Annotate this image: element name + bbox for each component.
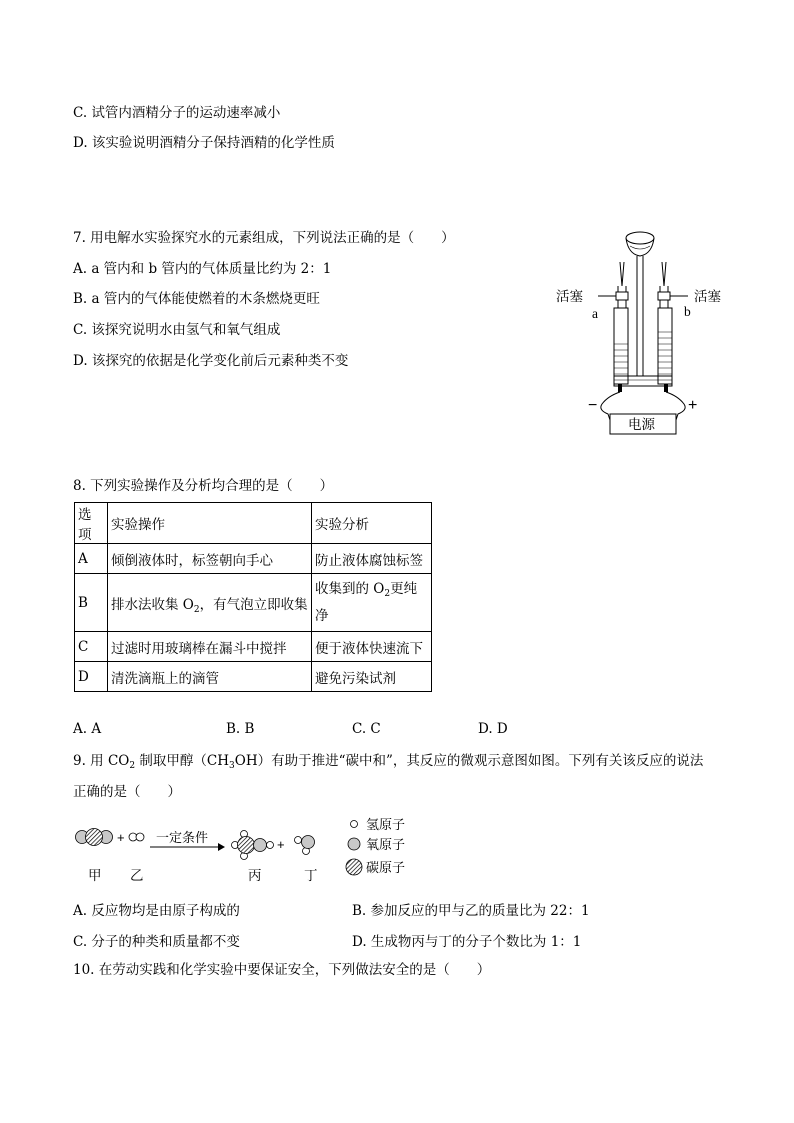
row-analysis: 避免污染试剂 (312, 662, 432, 692)
plus-sign: + (688, 397, 698, 414)
analysis-text-pre: 收集到的 O (315, 580, 385, 597)
row-analysis (312, 574, 432, 632)
q6-option-d: D. 该实验说明酒精分子保持酒精的化学性质 (73, 135, 335, 151)
analysis-text-line2: 净 (315, 607, 329, 624)
label-jia: 甲 (88, 868, 102, 883)
minus-sign: − (588, 397, 598, 414)
hydrogen-atom-icon (351, 821, 358, 828)
q8-choice-a: A. A (73, 721, 102, 737)
tube-a-label: a (592, 306, 598, 321)
q9-stem-line1 (73, 752, 703, 770)
q9-stem-pre: 9. 用 CO (73, 753, 130, 769)
op-text-pre: 排水法收集 O (111, 596, 194, 613)
op-subscript: 2 (193, 604, 200, 615)
row-analysis: 便于液体快速流下 (312, 632, 432, 662)
table-row (75, 632, 432, 662)
q9-stem-sub: 2 (129, 761, 136, 771)
row-operation: 过滤时用玻璃棒在漏斗中搅拌 (108, 632, 312, 662)
electrolysis-apparatus-figure (548, 224, 738, 440)
q8-choice-c: C. C (352, 721, 381, 737)
op-text-post: ，有气泡立即收集 (199, 596, 308, 613)
q8-choice-b: B. B (226, 721, 255, 737)
q7-option-a: A. a 管内和 b 管内的气体质量比约为 2：1 (73, 261, 332, 277)
row-option: D (75, 662, 108, 692)
co2-molecule (76, 829, 113, 846)
power-supply-label: 电源 (628, 417, 655, 432)
left-valve-label: 活塞 (556, 289, 583, 304)
reaction-diagram-figure (72, 812, 422, 890)
q6-option-c: C. 试管内酒精分子的运动速率减小 (73, 105, 281, 121)
table-row (75, 574, 432, 632)
table-header-row (75, 503, 432, 544)
table-row (75, 544, 432, 574)
ch3oh-molecule (232, 831, 274, 860)
q9-stem-post: OH）有助于推进“碳中和”，其反应的微观示意图如图。下列有关该反应的说法 (234, 753, 704, 769)
analysis-text-post: 更纯 (390, 580, 418, 597)
q7-option-c: C. 该探究说明水由氢气和氧气组成 (73, 322, 281, 338)
row-option: A (75, 544, 108, 574)
table-row (75, 662, 432, 692)
h2-molecule (129, 833, 144, 841)
row-option: C (75, 632, 108, 662)
tube-b-label: b (684, 304, 691, 319)
row-analysis: 防止液体腐蚀标签 (312, 544, 432, 574)
q7-option-b: B. a 管内的气体能使燃着的木条燃烧更旺 (73, 291, 320, 307)
q9-stem-line2: 正确的是（ ） (73, 784, 181, 800)
q10-stem: 10. 在劳动实践和化学实验中要保证安全，下列做法安全的是（ ） (73, 962, 491, 978)
q7-stem: 7. 用电解水实验探究水的元素组成，下列说法正确的是（ ） (73, 230, 455, 246)
atom-legend (346, 817, 405, 875)
analysis-subscript: 2 (384, 588, 391, 599)
label-bing: 丙 (248, 868, 262, 883)
reaction-condition: 一定条件 (156, 830, 209, 845)
row-operation: 倾倒液体时，标签朝向手心 (108, 544, 312, 574)
header-analysis: 实验分析 (312, 503, 432, 544)
legend-hydrogen: 氢原子 (366, 817, 406, 832)
row-operation (108, 574, 312, 632)
q9-stem-sub2: 3 (229, 761, 235, 771)
q9-option-c: C. 分子的种类和质量都不变 (73, 934, 240, 950)
q8-choice-d: D. D (478, 721, 508, 737)
plus-sign-1: + (117, 830, 125, 845)
q7-option-d: D. 该探究的依据是化学变化前后元素种类不变 (73, 353, 349, 369)
header-option: 选项 (75, 503, 108, 544)
header-operation: 实验操作 (108, 503, 312, 544)
row-option: B (75, 574, 108, 632)
oxygen-atom-icon (348, 838, 360, 850)
right-valve-label: 活塞 (694, 289, 721, 304)
label-yi: 乙 (130, 868, 144, 883)
q8-stem: 8. 下列实验操作及分析均合理的是（ ） (73, 478, 334, 494)
q8-table (74, 502, 432, 692)
h2o-molecule (295, 836, 315, 855)
legend-carbon: 碳原子 (366, 860, 406, 875)
q9-option-b: B. 参加反应的甲与乙的质量比为 22：1 (352, 903, 590, 919)
q9-option-d: D. 生成物丙与丁的分子个数比为 1：1 (352, 934, 582, 950)
q9-stem-mid: 制取甲醇（CH (135, 753, 230, 769)
plus-sign-2: + (277, 837, 285, 852)
row-operation: 清洗滴瓶上的滴管 (108, 662, 312, 692)
legend-oxygen: 氧原子 (366, 837, 406, 852)
label-ding: 丁 (304, 868, 318, 883)
carbon-atom-icon (346, 859, 362, 875)
q9-option-a: A. 反应物均是由原子构成的 (73, 903, 240, 919)
